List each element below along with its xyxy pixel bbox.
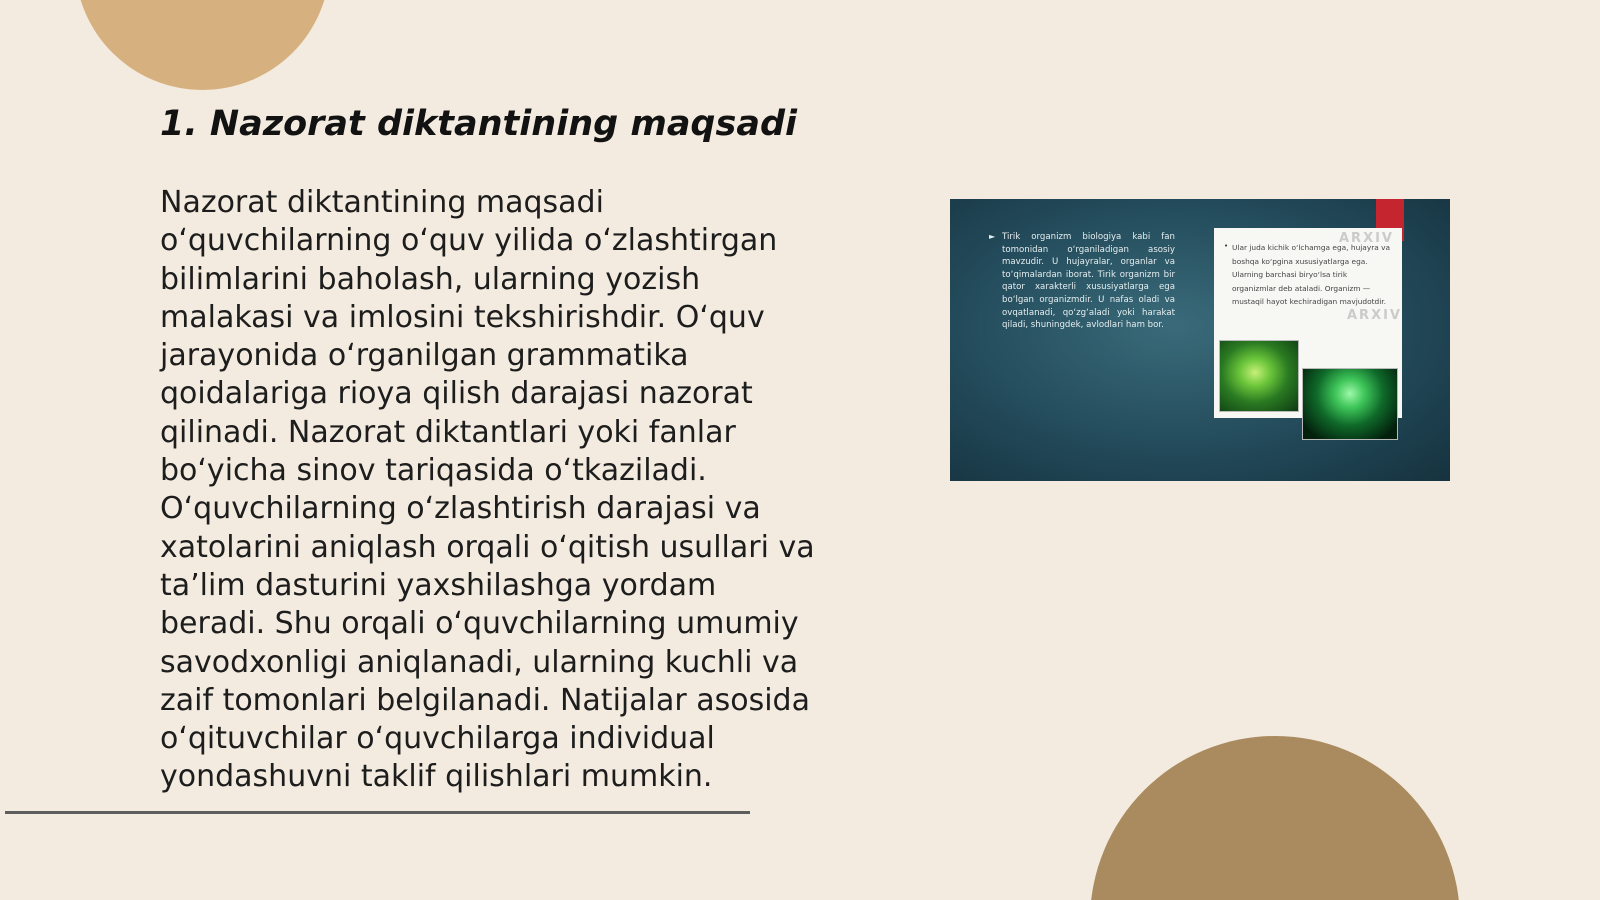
dot-bullet-icon: •: [1224, 242, 1229, 250]
microorganism-photo: [1302, 368, 1398, 440]
slide-body-text: Nazorat diktantining maqsadi o‘quvchilarning o‘quv yilida o‘zlashtirgan bilimlarini baholash, ularning yozish malakasi va imlosini tekshirishdir. O‘quv jarayonida o‘rganilgan grammatika qoidalariga rioya qilish darajasi nazorat qilinadi. Nazorat diktantlari yoki fanlar bo‘yicha sinov tariqasida o‘tkaziladi. O‘quvchilarning o‘zlashtirish darajasi va xatolarini aniqlash orqali o‘qitish usullari va ta’lim dasturini yaxshilashga yordam beradi. Shu orqali o‘quvchilarning umumiy savodxonligi aniqlanadi, ularning kuchli va zaif tomonlari belgilanadi. Natijalar asosida o‘qituvchilar o‘quvchilarga individual yondashuvni taklif qilishlari mumkin.: [160, 185, 815, 795]
microorganism-photo: [1219, 340, 1299, 412]
decorative-circle-bottom: [1090, 736, 1460, 900]
divider-line: [5, 811, 750, 814]
thumbnail-card: [1214, 228, 1402, 418]
triangle-bullet-icon: ►: [989, 232, 996, 241]
embedded-slide-image: [950, 199, 1450, 481]
slide-title: 1. Nazorat diktantining maqsadi: [160, 104, 797, 144]
thumbnail-card-text: Ular juda kichik o‘lchamga ega, hujayra va boshqa ko‘pgina xususiyatlarga ega. Ularning barchasi biryo‘lsa tirik organizmlar deb ataladi. Organizm — mustaqil hayot kechiradigan mavjudotdir.: [1232, 243, 1391, 306]
watermark-text: ARXIV: [1347, 308, 1402, 323]
decorative-circle-top: [75, 0, 330, 90]
watermark-text: ARXIV: [1339, 231, 1394, 246]
thumbnail-bullet-text: Tirik organizm biologiya kabi fan tomonidan o‘rganiladigan asosiy mavzudir. U hujayralar, organlar va to‘qimalardan iborat. Tirik organizm bir qator xarakterli xususiyatlarga ega bo‘lgan organizmdir. U nafas oladi va ovqatlanadi, qo‘zg‘aladi yoki harakat qiladi, shuningdek, avlodlari ham bor.: [1002, 232, 1175, 331]
